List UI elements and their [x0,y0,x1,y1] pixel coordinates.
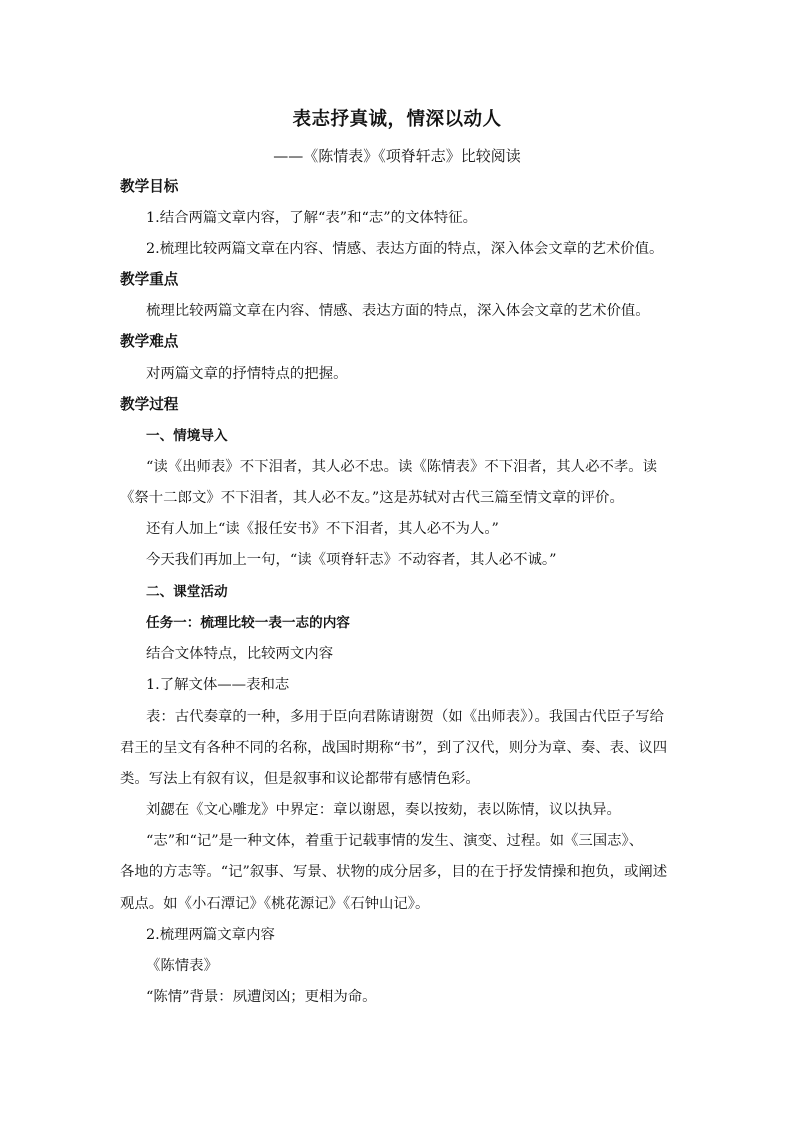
intro-paragraph-line-2: 《祭十二郎文》不下泪者，其人必不友。”这是苏轼对古代三篇至情文章的评价。 [120,490,624,506]
process-heading: 教学过程 [120,396,179,413]
focus-text: 梳理比较两篇文章在内容、情感、表达方面的特点，深入体会文章的艺术价值。 [146,303,650,319]
difficulty-heading: 教学难点 [120,333,179,350]
zhi-definition-line-3: 观点。如《小石潭记》《桃花源记》《石钟山记》。 [120,896,430,912]
document-title: 表志抒真诚，情深以动人 [292,109,502,130]
goal-2: 2.梳理比较两篇文章在内容、情感、表达方面的特点，深入体会文章的艺术价值。 [146,241,664,257]
intro-paragraph-3: 今天我们再加上一句，“读《项脊轩志》不动容者，其人必不诚。” [146,552,557,568]
biao-definition-line-3: 类。写法上有叙有议，但是叙事和议论都带有感情色彩。 [120,771,480,787]
biao-definition-line-1: 表：古代奏章的一种，多用于臣向君陈请谢贺（如《出师表》）。我国古代臣子写给 [146,709,665,725]
zhi-definition-line-1: “志”和“记”是一种文体，着重于记载事情的发生、演变、过程。如《三国志》、 [146,833,644,849]
biao-definition-line-2: 君王的呈文有各种不同的名称，战国时期称“书”，到了汉代，则分为章、奏、表、议四 [120,740,668,756]
intro-paragraph-2: 还有人加上“读《报任安书》不下泪者，其人必不为人。” [146,521,499,537]
difficulty-text: 对两篇文章的抒情特点的把握。 [146,366,348,382]
section-1-heading: 一、情境导入 [146,428,228,444]
section-2-heading: 二、课堂活动 [146,584,228,600]
intro-paragraph-line-1: “读《出师表》不下泪者，其人必不忠。读《陈情表》不下泪者，其人必不孝。读 [146,459,658,475]
goals-heading: 教学目标 [120,178,179,195]
chenqing-background: “陈情”背景：夙遭闵凶；更相为命。 [146,989,377,1005]
item-1-heading: 1.了解文体——表和志 [146,677,290,693]
goal-1: 1.结合两篇文章内容，了解“表”和“志”的文体特征。 [146,210,477,226]
chenqingbiao-title: 《陈情表》 [146,958,218,974]
document-subtitle: ——《陈情表》《项脊轩志》比较阅读 [273,147,521,165]
zhi-definition-line-2: 各地的方志等。“记”叙事、写景、状物的成分居多，目的在于抒发情操和抱负，或阐述 [120,864,668,880]
task-1-description: 结合文体特点，比较两文内容 [146,646,334,662]
focus-heading: 教学重点 [120,271,179,288]
item-2-heading: 2.梳理两篇文章内容 [146,927,275,943]
liu-xie-quote: 刘勰在《文心雕龙》中界定：章以谢恩，奏以按劾，表以陈情，议以执异。 [146,802,621,818]
task-1-heading: 任务一：梳理比较一表一志的内容 [146,615,350,631]
